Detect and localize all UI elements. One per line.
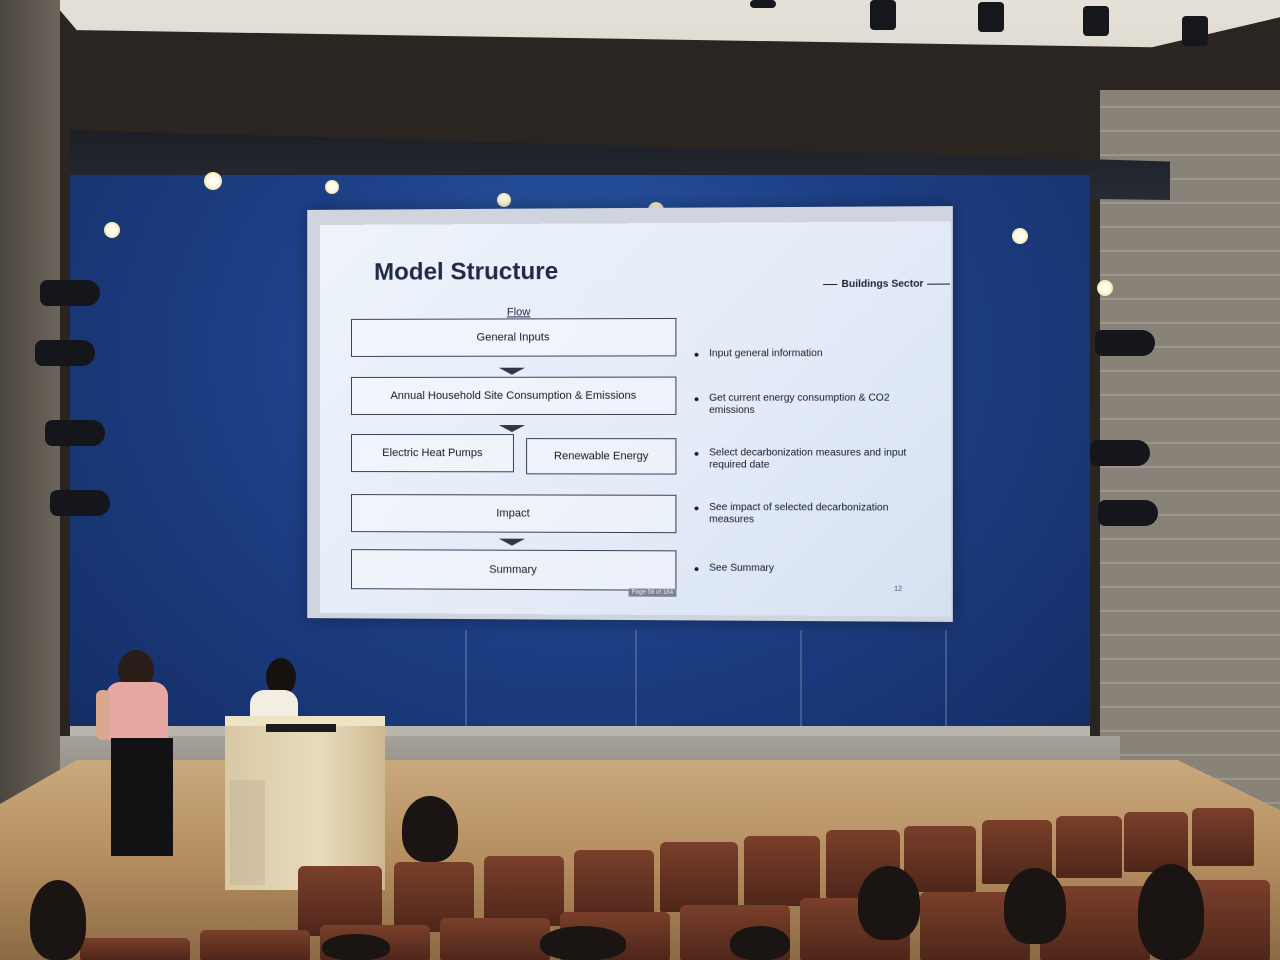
stage-light-fixture bbox=[45, 420, 105, 446]
right-stone-wall bbox=[1100, 90, 1280, 850]
presenter-pink-top bbox=[106, 682, 168, 740]
section-tag-label: Buildings Sector bbox=[841, 278, 924, 291]
ceiling-spotlight-fixture bbox=[870, 0, 896, 30]
bullet-item: ● See Summary bbox=[693, 562, 775, 575]
curtain-seam bbox=[945, 630, 947, 740]
backdrop-rail bbox=[70, 726, 1090, 736]
stage-light-fixture bbox=[1090, 440, 1150, 466]
flow-arrow-icon bbox=[499, 539, 525, 546]
side-light bbox=[104, 222, 120, 238]
slide-number: 12 bbox=[894, 585, 903, 593]
presenter-arm bbox=[96, 690, 110, 740]
truss-light bbox=[204, 172, 222, 190]
stage-light-fixture bbox=[35, 340, 95, 366]
ceiling-spotlight-fixture bbox=[1182, 16, 1208, 46]
flow-box-summary: Summary bbox=[351, 549, 676, 591]
ceiling-spotlight-fixture bbox=[978, 2, 1004, 32]
ceiling-spotlight-fixture bbox=[750, 0, 776, 8]
stage-light-fixture bbox=[40, 280, 100, 306]
auditorium-seat bbox=[440, 918, 550, 960]
auditorium-seat bbox=[1124, 812, 1188, 872]
bullet-dot-icon: ● bbox=[693, 563, 700, 574]
bullet-dot-icon: ● bbox=[693, 393, 700, 404]
curtain-seam bbox=[465, 630, 467, 740]
side-light bbox=[1097, 280, 1113, 296]
bullet-item: ● Select decarbonization measures and input required date bbox=[693, 447, 907, 471]
audience-member bbox=[858, 866, 920, 940]
flow-box-electric-heat-pumps: Electric Heat Pumps bbox=[351, 434, 514, 472]
audience-member bbox=[730, 926, 790, 960]
bullet-dot-icon: ● bbox=[693, 448, 700, 459]
auditorium-seat bbox=[484, 856, 564, 926]
audience-member bbox=[540, 926, 626, 960]
flow-arrow-icon bbox=[499, 368, 525, 375]
audience-member bbox=[30, 880, 86, 960]
bullet-dot-icon: ● bbox=[693, 502, 700, 514]
auditorium-seat bbox=[660, 842, 738, 912]
section-tag bbox=[823, 278, 950, 290]
flow-box-annual-household: Annual Household Site Consumption & Emissions bbox=[351, 377, 676, 415]
presenter-black-pants bbox=[111, 738, 173, 856]
bullet-item: ● Input general information bbox=[693, 347, 823, 360]
auditorium-seat bbox=[744, 836, 820, 906]
auditorium-seat bbox=[1056, 816, 1122, 878]
flow-box-general-inputs: General Inputs bbox=[351, 318, 676, 357]
curtain-seam bbox=[800, 630, 802, 740]
slide-title: Model Structure bbox=[374, 257, 559, 286]
dash-decoration bbox=[928, 284, 951, 285]
bullet-item: ● Get current energy consumption & CO2 emissions bbox=[693, 392, 890, 416]
auditorium-seat bbox=[200, 930, 310, 960]
dash-decoration bbox=[823, 284, 837, 285]
flow-label: Flow bbox=[506, 306, 531, 319]
flow-box-renewable-energy: Renewable Energy bbox=[526, 438, 676, 474]
auditorium-seat bbox=[80, 938, 190, 960]
bullet-item: ● See impact of selected decarbonization measures bbox=[693, 501, 889, 526]
truss-light bbox=[325, 180, 339, 194]
podium-panel bbox=[230, 780, 265, 885]
truss-light bbox=[497, 193, 511, 207]
stage-light-fixture bbox=[50, 490, 110, 516]
page-counter: Page 58 of 184 bbox=[629, 589, 677, 597]
curtain-seam bbox=[635, 630, 637, 740]
auditorium-seat bbox=[1192, 808, 1254, 866]
audience-member bbox=[322, 934, 390, 960]
audience-member bbox=[402, 796, 458, 862]
flow-arrow-icon bbox=[499, 425, 525, 432]
presentation-slide bbox=[320, 221, 951, 616]
laptop bbox=[266, 724, 336, 732]
audience-member bbox=[1004, 868, 1066, 944]
auditorium-seat bbox=[574, 850, 654, 920]
flow-box-impact: Impact bbox=[351, 494, 676, 533]
bullet-dot-icon: ● bbox=[693, 349, 700, 360]
stage-light-fixture bbox=[1095, 330, 1155, 356]
ceiling-spotlight-fixture bbox=[1083, 6, 1109, 36]
truss-light bbox=[1012, 228, 1028, 244]
stage-light-fixture bbox=[1098, 500, 1158, 526]
audience-member bbox=[1138, 864, 1204, 960]
